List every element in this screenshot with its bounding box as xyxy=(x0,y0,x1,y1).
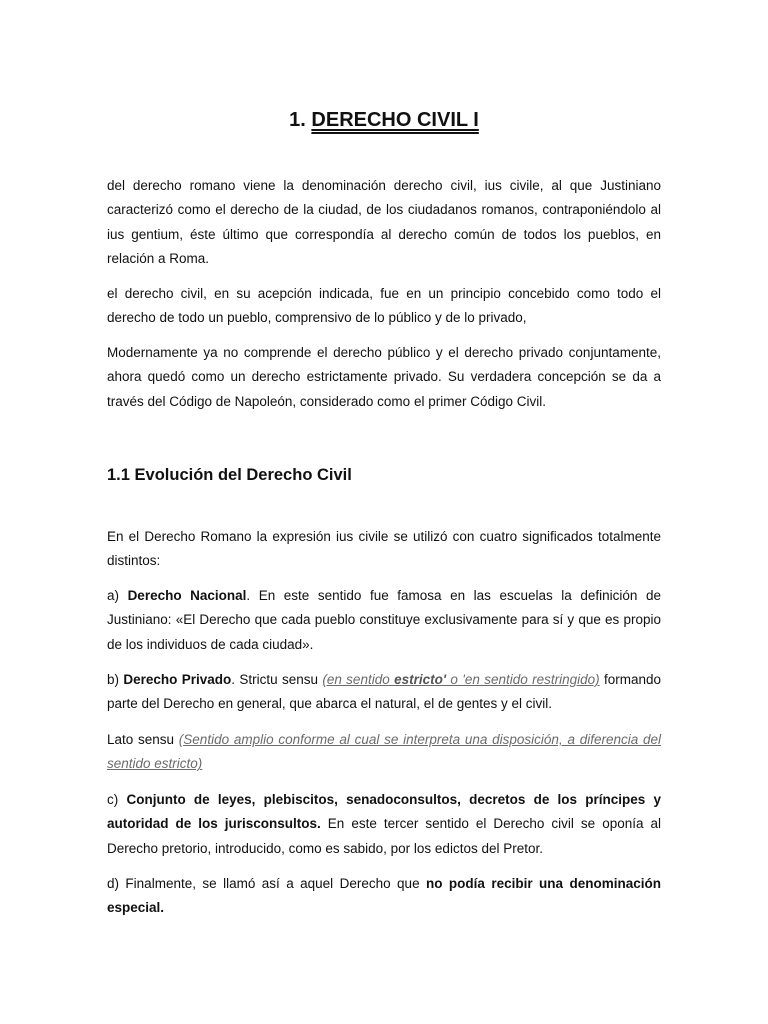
section-heading: 1.1 Evolución del Derecho Civil xyxy=(107,466,352,484)
intro-paragraph-1: del derecho romano viene la denominación derecho civil, ius civile, al que Justiniano caracterizó como el derecho de la ciudad, de los ciudadanos romanos, contraponiéndolo al ius gentium, éste último que correspondía al derecho común de todos los pueblos, en relación a Roma. xyxy=(107,178,661,266)
item-b-text: formando parte del Derecho en general, que abarca el natural, el de gentes y el civil. xyxy=(107,672,661,712)
title-text: DERECHO CIVIL I xyxy=(311,109,479,131)
section-lead: En el Derecho Romano la expresión ius civile se utilizó con cuatro significados totalmente distintos: xyxy=(107,529,661,569)
item-a xyxy=(107,584,661,657)
item-b-note: (en sentido estricto' o 'en sentido restringido) xyxy=(322,672,600,687)
lato-label: Lato sensu xyxy=(107,732,179,747)
lato-note: (Sentido amplio conforme al cual se interpreta una disposición, a diferencia del sentido estricto) xyxy=(107,732,661,772)
item-c-prefix: c) xyxy=(107,792,127,807)
intro-paragraph-2: el derecho civil, en su acepción indicada, fue en un principio concebido como todo el derecho de todo un pueblo, comprensivo de lo público y de lo privado, xyxy=(107,286,661,326)
item-c-text: En este tercer sentido el Derecho civil se oponía al Derecho pretorio, introducido, como es sabido, por los edictos del Pretor. xyxy=(107,816,661,856)
item-d-text: d) Finalmente, se llamó así a aquel Derecho que xyxy=(107,876,427,891)
item-b xyxy=(107,668,661,717)
item-c xyxy=(107,788,661,861)
item-b-prefix: b) xyxy=(107,672,124,687)
lato-sensu xyxy=(107,728,661,777)
title-number: 1. xyxy=(289,109,306,131)
item-a-term: Derecho Nacional xyxy=(127,588,247,603)
page-title xyxy=(107,107,661,133)
item-c-term: Conjunto de leyes, plebiscitos, senadoconsultos, decretos de los príncipes y autoridad de los jurisconsultos. xyxy=(107,792,662,832)
item-d xyxy=(107,872,661,921)
intro-paragraph-3: Modernamente ya no comprende el derecho público y el derecho privado conjuntamente, ahora quedó como un derecho estrictamente privado. Su verdadera concepción se da a través del Código de Napoleón, considerado como el primer Código Civil. xyxy=(107,345,661,409)
item-a-prefix: a) xyxy=(107,588,128,603)
item-b-mid: . Strictu sensu xyxy=(231,672,323,687)
item-d-term: no podía recibir una denominación especial. xyxy=(107,876,661,916)
item-a-text: . En este sentido fue famosa en las escuelas la definición de Justiniano: «El Derecho que cada pueblo constituye exclusivamente para sí y que es propio de los individuos de cada ciudad». xyxy=(107,588,661,652)
item-b-term: Derecho Privado xyxy=(123,672,232,687)
